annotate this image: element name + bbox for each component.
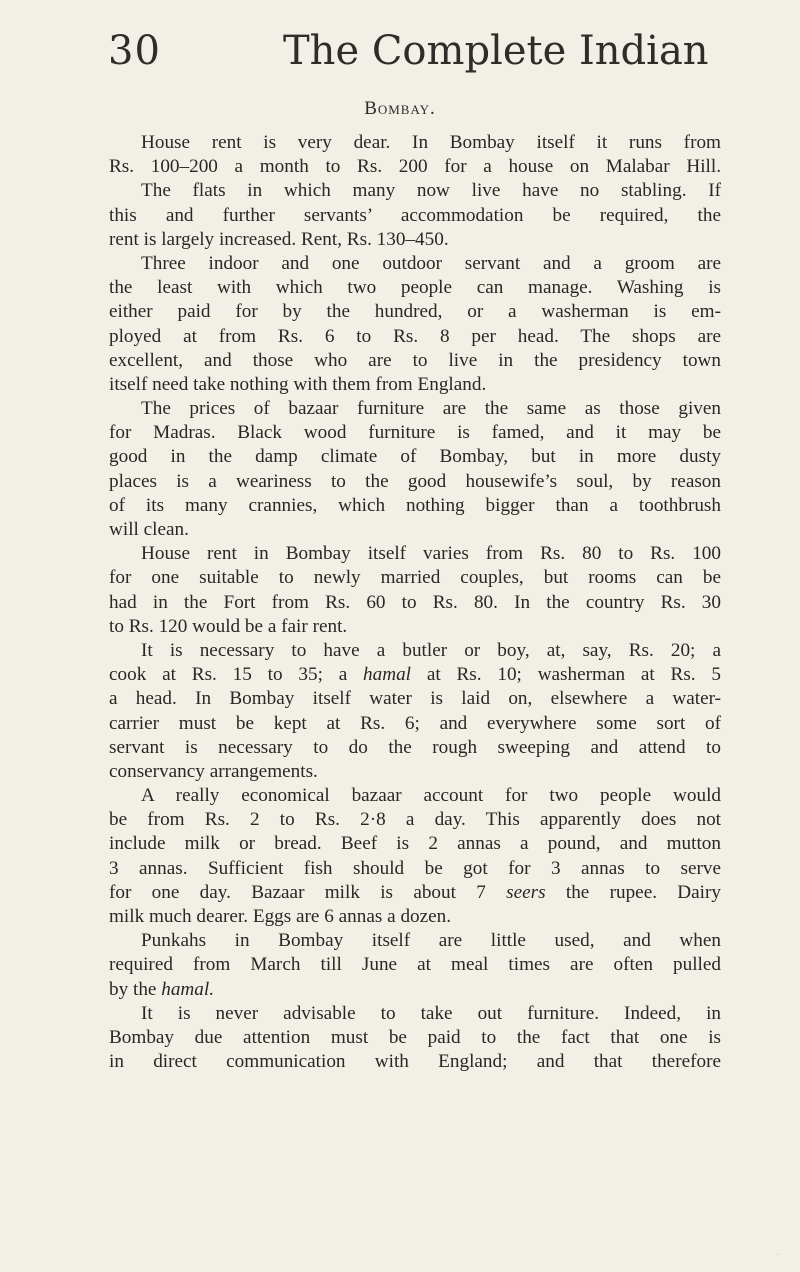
text-line <box>109 663 721 687</box>
text-line: include milk or bread. Beef is 2 annas a pound, and mutton <box>109 833 721 855</box>
running-head <box>0 22 800 82</box>
text-line: carrier must be kept at Rs. 6; and everywhere some sort of <box>109 712 721 734</box>
italic-term: seers <box>506 881 546 903</box>
text-line: a head. In Bombay itself water is laid on, elsewhere a water- <box>109 688 721 710</box>
text-line: ployed at from Rs. 6 to Rs. 8 per head. The shops are <box>109 325 721 347</box>
text-line: itself need take nothing with them from England. <box>109 373 487 395</box>
text-line: rent is largely increased. Rent, Rs. 130–450. <box>109 228 449 250</box>
text-line <box>109 881 721 905</box>
text-line <box>109 978 721 1002</box>
text-line: of its many crannies, which nothing bigger than a toothbrush <box>109 494 721 516</box>
text-line: for Madras. Black wood furniture is famed, and it may be <box>109 422 721 444</box>
text-line: Punkahs in Bombay itself are little used, and when <box>141 930 721 952</box>
text-line: this and further servants’ accommodation be required, the <box>109 204 721 226</box>
text-line: Bombay due attention must be paid to the fact that one is <box>109 1026 721 1048</box>
page-number: 30 <box>108 28 161 74</box>
paper-speck: · <box>776 1250 780 1261</box>
book-title: The Complete Indian <box>283 28 709 74</box>
text-line: milk much dearer. Eggs are 6 annas a dozen. <box>109 906 452 927</box>
text-line: The prices of bazaar furniture are the same as those given <box>141 398 721 420</box>
text-segment: cook at Rs. 15 to 35; a <box>109 664 348 686</box>
section-heading: Bombay. <box>364 98 436 119</box>
text-segment: for one day. Bazaar milk is about 7 <box>109 881 486 903</box>
text-line: places is a weariness to the good housewife’s soul, by reason <box>109 470 721 492</box>
text-line: in direct communication with England; and that therefore <box>109 1051 721 1073</box>
text-segment: the rupee. Dairy <box>545 881 721 903</box>
text-line: The flats in which many now live have no stabling. If <box>141 180 721 202</box>
italic-term: hamal <box>363 664 412 686</box>
text-segment: by the <box>109 978 157 1000</box>
text-line: Three indoor and one outdoor servant and a groom are <box>141 252 721 274</box>
text-line: good in the damp climate of Bombay, but in more dusty <box>109 446 721 468</box>
text-line: servant is necessary to do the rough sweeping and attend to <box>109 736 721 758</box>
text-line: to Rs. 120 would be a fair rent. <box>109 615 348 637</box>
text-line: House rent is very dear. In Bombay itself it runs from <box>141 132 721 153</box>
text-line: for one suitable to newly married couples, but rooms can be <box>109 567 721 589</box>
text-line: Rs. 100–200 a month to Rs. 200 for a house on Malabar Hill. <box>109 156 721 178</box>
text-line: House rent in Bombay itself varies from Rs. 80 to Rs. 100 <box>141 543 721 565</box>
text-line: will clean. <box>109 519 189 540</box>
text-line: either paid for by the hundred, or a washerman is em- <box>109 301 721 323</box>
text-line: It is necessary to have a butler or boy, at, say, Rs. 20; a <box>141 639 721 661</box>
text-segment: at Rs. 10; washerman at Rs. 5 <box>411 664 721 686</box>
text-line: It is never advisable to take out furniture. Indeed, in <box>141 1002 721 1024</box>
text-line: excellent, and those who are to live in the presidency town <box>109 349 721 371</box>
text-line: 3 annas. Sufficient fish should be got for 3 annas to serve <box>109 857 721 879</box>
text-line: A really economical bazaar account for two people would <box>141 785 721 807</box>
text-line: conservancy arrangements. <box>109 760 318 782</box>
italic-term: hamal. <box>161 978 214 1000</box>
body-text <box>109 131 721 1074</box>
text-line: be from Rs. 2 to Rs. 2·8 a day. This apparently does not <box>109 809 721 831</box>
text-line: required from March till June at meal times are often pulled <box>109 954 721 976</box>
text-line: the least with which two people can manage. Washing is <box>109 277 721 299</box>
text-line: had in the Fort from Rs. 60 to Rs. 80. In the country Rs. 30 <box>109 591 721 613</box>
